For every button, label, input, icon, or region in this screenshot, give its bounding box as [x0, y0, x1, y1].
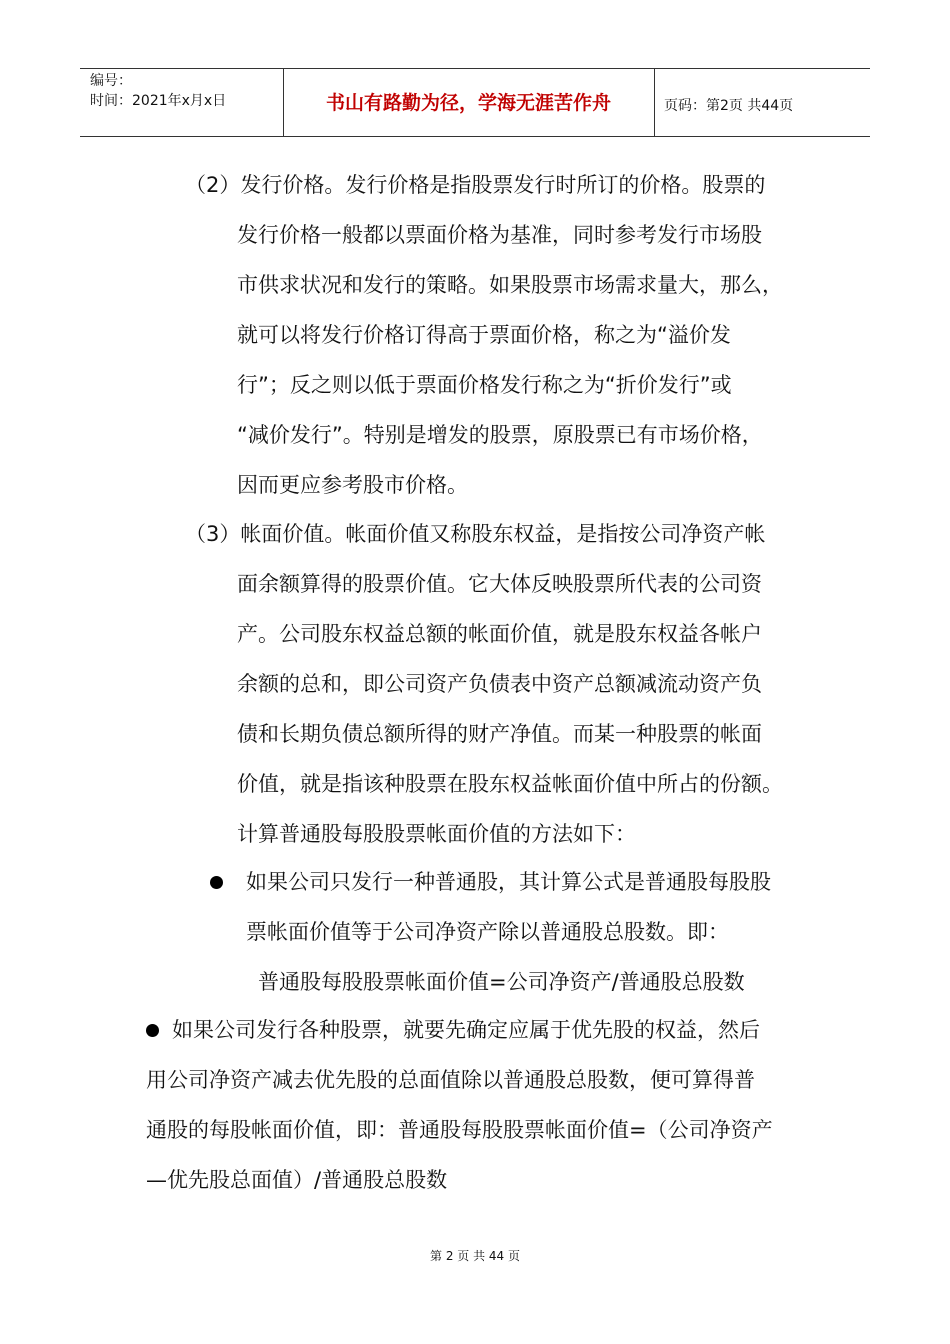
text-line: 用公司净资产减去优先股的总面值除以普通股总股数，便可算得普: [146, 1068, 755, 1092]
text-line: “减价发行”。特别是增发的股票，原股票已有市场价格，: [237, 423, 763, 447]
header-meta-cell: [80, 69, 284, 136]
text-line: 发行价格一般都以票面价格为基准，同时参考发行市场股: [237, 223, 762, 247]
header-motto-cell: [283, 69, 655, 136]
text-line: —优先股总面值）/普通股总股数: [146, 1168, 448, 1192]
text-line: 产。公司股东权益总额的帐面价值，就是股东权益各帐户: [237, 622, 762, 646]
formula-line: 普通股每股股票帐面价值=公司净资产/普通股总股数: [258, 970, 745, 994]
header-page-info: 页码：第2页 共44页: [664, 98, 794, 114]
text-line: （2）发行价格。发行价格是指股票发行时所订的价格。股票的: [185, 173, 766, 197]
header-page-cell: [654, 69, 870, 136]
text-line: 债和长期负债总额所得的财产净值。而某一种股票的帐面: [237, 722, 762, 746]
bullet-icon: [146, 1024, 159, 1037]
text-line: 如果公司发行各种股票，就要先确定应属于优先股的权益，然后: [172, 1018, 760, 1042]
text-line: 就可以将发行价格订得高于票面价格，称之为“溢价发: [237, 323, 731, 347]
page-footer: 第 2 页 共 44 页: [430, 1249, 520, 1263]
text-line: 面余额算得的股票价值。它大体反映股票所代表的公司资: [237, 572, 762, 596]
text-line: 因而更应参考股市价格。: [237, 473, 468, 497]
text-line: 价值，就是指该种股票在股东权益帐面价值中所占的份额。: [237, 772, 783, 796]
page-header: [80, 68, 870, 137]
bullet-icon: [210, 876, 223, 889]
text-line: 行”；反之则以低于票面价格发行称之为“折价发行”或: [237, 373, 732, 397]
text-line: （3）帐面价值。帐面价值又称股东权益，是指按公司净资产帐: [185, 522, 766, 546]
document-number-label: 编号：: [90, 73, 132, 89]
text-line: 通股的每股帐面价值，即：普通股每股股票帐面价值=（公司净资产: [146, 1118, 773, 1142]
text-line: 如果公司只发行一种普通股，其计算公式是普通股每股股: [246, 870, 771, 894]
text-line: 票帐面价值等于公司净资产除以普通股总股数。即：: [246, 920, 729, 944]
document-date: 时间：2021年x月x日: [90, 93, 227, 109]
text-line: 市供求状况和发行的策略。如果股票市场需求量大，那么，: [237, 273, 783, 297]
header-motto: 书山有路勤为径，学海无涯苦作舟: [325, 92, 611, 114]
text-line: 计算普通股每股股票帐面价值的方法如下：: [237, 822, 636, 846]
text-line: 余额的总和，即公司资产负债表中资产总额减流动资产负: [237, 672, 762, 696]
